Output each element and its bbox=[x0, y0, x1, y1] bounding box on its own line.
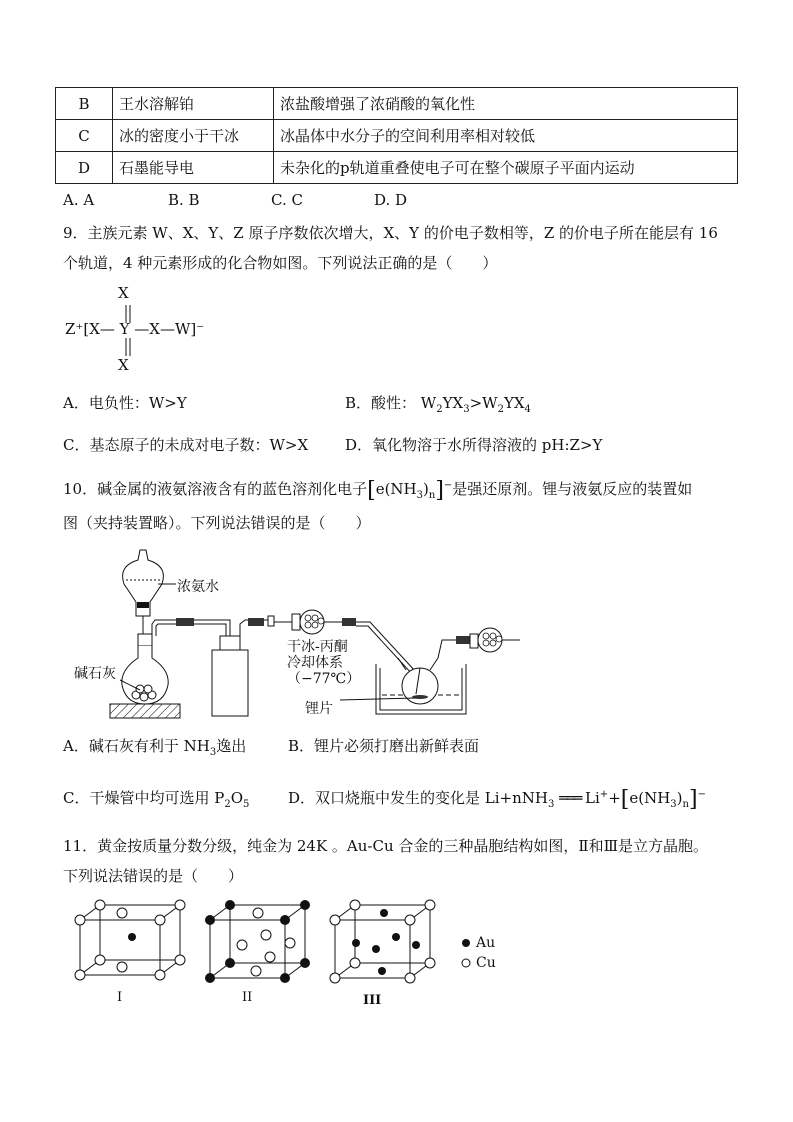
q10-stem-line2: 图（夹持装置略）。下列说法错误的是（ ） bbox=[63, 514, 371, 532]
q9-option-a: A．电负性：W>Y bbox=[63, 394, 187, 412]
case-cell: 王水溶解铂 bbox=[113, 88, 274, 120]
reason-cell: 冰晶体中水分子的空间利用率相对较低 bbox=[274, 120, 738, 152]
q8-choice-c: C. C bbox=[271, 191, 303, 209]
table-row bbox=[56, 152, 738, 184]
q9-option-d: D．氧化物溶于水所得溶液的 pH:Z>Y bbox=[345, 436, 603, 454]
label-cool-3: （−77℃） bbox=[287, 671, 361, 687]
legend-au-label: Au bbox=[476, 935, 496, 951]
cell-label-1: I bbox=[117, 990, 123, 1005]
struct-x-top: X bbox=[118, 284, 129, 302]
q11-stem-line2: 下列说法错误的是（ ） bbox=[63, 867, 244, 885]
q8-choice-a: A. A bbox=[63, 191, 95, 209]
reason-cell: 未杂化的p轨道重叠使电子可在整个碳原子平面内运动 bbox=[274, 152, 738, 184]
q11-stem-line1: 11．黄金按质量分数分级，纯金为 24K 。Au-Cu 合金的三种晶胞结构如图，Ⅱ和Ⅲ是立方晶胞。 bbox=[63, 837, 709, 855]
apparatus-diagram bbox=[80, 540, 550, 720]
q9-stem-line2: 个轨道，4 种元素形成的化合物如图。下列说法正确的是（ ） bbox=[63, 254, 498, 272]
q8-choice-b: B. B bbox=[168, 191, 200, 209]
option-cell: C bbox=[56, 120, 113, 152]
legend-cu-label: Cu bbox=[476, 955, 496, 971]
q8-choice-d: D. D bbox=[374, 191, 408, 209]
option-cell: D bbox=[56, 152, 113, 184]
reason-table bbox=[55, 87, 738, 184]
cell-label-3: III bbox=[363, 993, 382, 1008]
q10-option-c: C．干燥管中均可选用 $P_2O_5$ bbox=[63, 789, 250, 810]
q10-option-a: A．碱石灰有利于 $NH_3$逸出 bbox=[63, 737, 247, 758]
case-cell: 冰的密度小于干冰 bbox=[113, 120, 274, 152]
struct-main-line: Z⁺[X— Y —X—W]⁻ bbox=[65, 320, 205, 338]
table-row bbox=[56, 120, 738, 152]
stand-base bbox=[110, 704, 180, 718]
cell-label-2: II bbox=[242, 990, 253, 1005]
struct-x-bottom: X bbox=[118, 356, 129, 374]
q9-stem-line1: 9．主族元素 W、X、Y、Z 原子序数依次增大，X、Y 的价电子数相等，Z 的价电子所在能层有 16 bbox=[63, 224, 718, 242]
q10-stem-line1: 10．碱金属的液氨溶液含有的蓝色溶剂化电子$[e(NH_3)_n]^-$是强还原剂。锂与液氨反应的装置如 bbox=[63, 478, 693, 503]
label-soda-lime: 碱石灰 bbox=[74, 666, 116, 682]
legend-au-dot bbox=[462, 939, 470, 947]
reason-cell: 浓盐酸增强了浓硝酸的氧化性 bbox=[274, 88, 738, 120]
legend-cu-dot bbox=[462, 959, 470, 967]
label-ammonia: 浓氨水 bbox=[177, 579, 219, 595]
q9-option-c: C．基态原子的未成对电子数：W>X bbox=[63, 436, 309, 454]
crystal-cells bbox=[70, 895, 510, 1005]
case-cell: 石墨能导电 bbox=[113, 152, 274, 184]
table-row bbox=[56, 88, 738, 120]
label-cool-1: 干冰-丙酮 bbox=[287, 639, 348, 655]
label-lithium: 锂片 bbox=[305, 701, 333, 717]
label-cool-2: 冷却体系 bbox=[287, 655, 343, 671]
q9-option-b: B．酸性： $W_2YX_3>W_2YX_4$ bbox=[345, 394, 531, 415]
gas-bottle bbox=[212, 650, 248, 716]
q10-option-b: B．锂片必须打磨出新鲜表面 bbox=[288, 737, 480, 755]
q10-option-d: D．双口烧瓶中发生的变化是 Li+nNH$_3$ ═══ $Li^++[e(NH_3)_n]^-$ bbox=[288, 787, 706, 812]
option-cell: B bbox=[56, 88, 113, 120]
